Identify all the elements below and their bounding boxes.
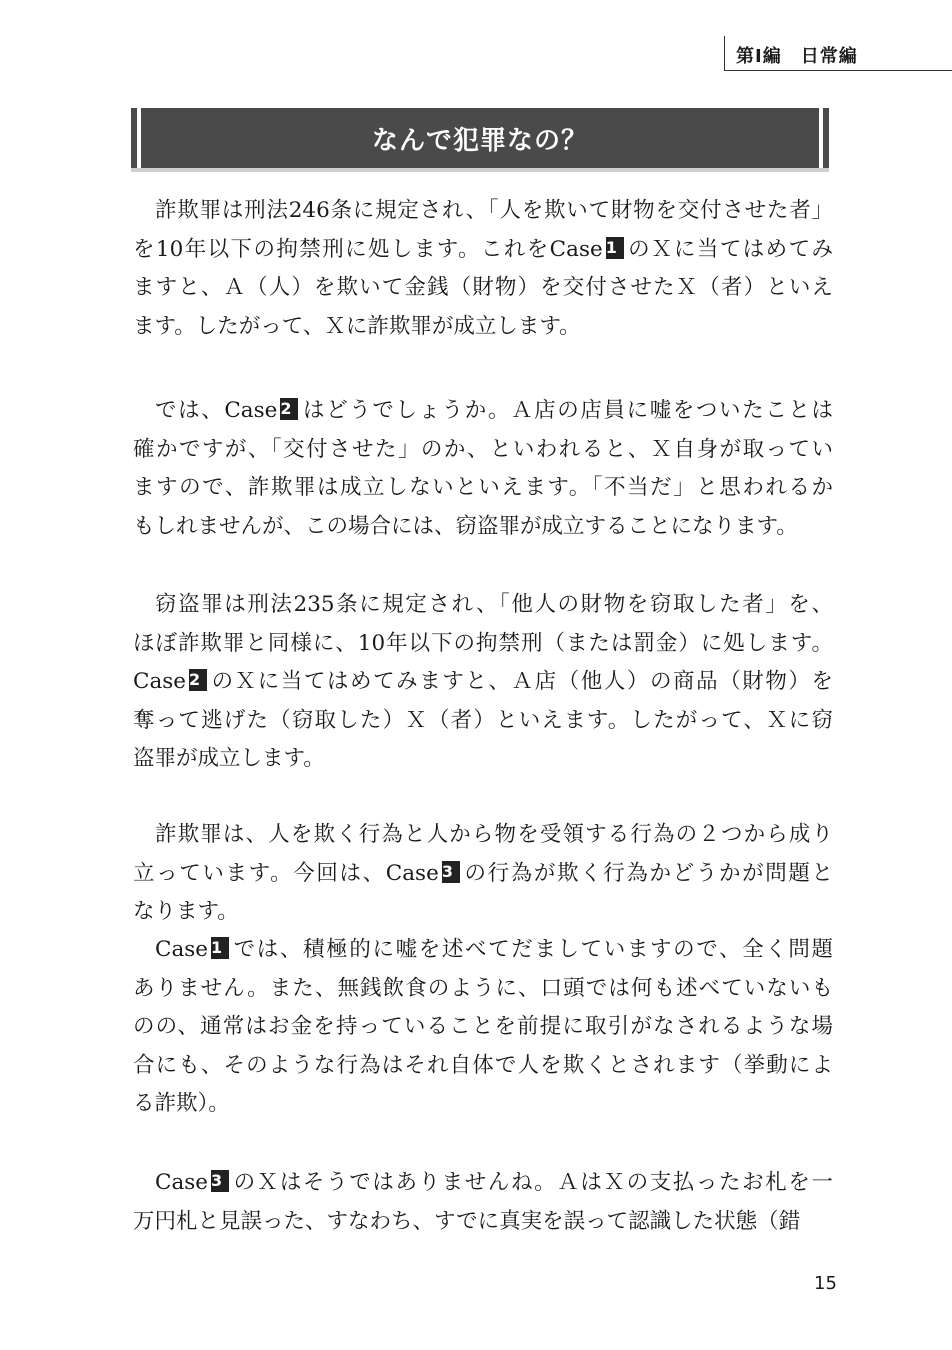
text-line <box>133 1047 833 1086</box>
paragraph-5 <box>133 931 833 1124</box>
text-segment: では、積極的に嘘を述べてだましていますので、全く問題 <box>232 937 833 962</box>
text-segment: ほぼ詐欺罪と同様に、10年以下の拘禁刑（または罰金）に処します。 <box>133 630 833 656</box>
text-segment: 詐欺罪は、人を欺く行為と人から物を受領する行為の２つから成り <box>155 822 833 847</box>
text-segment: の行為が欺く行為かどうかが問題と <box>462 860 833 886</box>
text-line <box>133 392 833 431</box>
page-number: 15 <box>814 1273 837 1294</box>
paragraph-6 <box>133 1164 833 1241</box>
text-segment: Case <box>155 937 209 962</box>
text-segment: を10年以下の拘禁刑に処します。これをCase <box>133 236 603 262</box>
text-segment: のＸに当てはめてみ <box>626 236 833 262</box>
text-line <box>133 855 833 894</box>
paragraph-3 <box>133 586 833 779</box>
text-segment: なります。 <box>133 899 239 924</box>
text-line <box>133 740 833 779</box>
case-number-badge: 1 <box>211 937 229 959</box>
section-heading-text: なんで犯罪なの？ <box>371 125 588 156</box>
text-line <box>133 1008 833 1047</box>
text-line <box>133 931 833 970</box>
running-head-divider <box>724 36 725 70</box>
text-line <box>133 970 833 1009</box>
text-line <box>133 816 833 855</box>
text-segment: ますと、Ａ（人）を欺いて金銭（財物）を交付させたＸ（者）といえ <box>133 275 833 300</box>
running-head <box>0 0 952 72</box>
paragraph-2 <box>133 392 833 546</box>
paragraph-1 <box>133 192 833 346</box>
text-line <box>133 192 833 231</box>
text-segment: る詐欺）。 <box>133 1091 230 1116</box>
text-line <box>133 893 833 932</box>
text-segment: Case <box>155 1170 209 1195</box>
text-segment: ます。したがって、Ｘに詐欺罪が成立します。 <box>133 313 581 339</box>
text-segment: 窃盗罪は刑法235条に規定され、「他人の財物を窃取した者」を、 <box>155 592 833 617</box>
text-segment: もしれませんが、この場合には、窃盗罪が成立することになります。 <box>133 513 798 539</box>
text-segment: 盗罪が成立します。 <box>133 746 325 771</box>
running-head-rule <box>724 70 952 71</box>
text-line <box>133 1164 833 1203</box>
text-segment: Case <box>133 669 187 694</box>
paragraph-4 <box>133 816 833 932</box>
case-number-badge: 2 <box>280 398 298 420</box>
text-line <box>133 625 833 664</box>
text-line <box>133 702 833 741</box>
section-heading <box>131 108 829 168</box>
text-segment: 詐欺罪は刑法246条に規定され、「人を欺いて財物を交付させた者」 <box>155 198 833 223</box>
text-segment: 合にも、そのような行為はそれ自体で人を欺くとされます（挙動によ <box>133 1052 833 1078</box>
text-line <box>133 469 833 508</box>
text-segment: のＸはそうではありませんね。ＡはＸの支払ったお札を一 <box>232 1170 833 1195</box>
case-number-badge: 3 <box>442 861 460 883</box>
case-number-badge: 3 <box>211 1170 229 1192</box>
running-head-text: 第Ⅰ編 日常編 <box>736 46 858 67</box>
case-number-badge: 1 <box>606 237 624 259</box>
text-segment: 確かですが、「交付させた」のか、といわれると、Ｘ自身が取ってい <box>133 436 833 462</box>
text-segment: ますので、詐欺罪は成立しないといえます。「不当だ」と思われるか <box>133 475 833 500</box>
text-line <box>133 1085 833 1124</box>
text-line <box>133 308 833 347</box>
text-line <box>133 431 833 470</box>
text-segment: はどうでしょうか。Ａ店の店員に嘘をついたことは <box>301 398 833 423</box>
text-segment: のの、通常はお金を持っていることを前提に取引がなされるような場 <box>133 1014 833 1039</box>
text-segment: 立っています。今回は、Case <box>133 860 439 886</box>
text-line <box>133 663 833 702</box>
text-segment: ありません。また、無銭飲食のように、口頭では何も述べていないも <box>133 975 833 1001</box>
text-line <box>133 1203 833 1242</box>
text-line <box>133 586 833 625</box>
text-segment: では、Case <box>155 398 278 423</box>
text-line <box>133 231 833 270</box>
text-segment: 奪って逃げた（窃取した）Ｘ（者）といえます。したがって、Ｘに窃 <box>133 707 833 733</box>
case-number-badge: 2 <box>189 669 207 691</box>
text-line <box>133 508 833 547</box>
text-line <box>133 269 833 308</box>
text-segment: 万円札と見誤った、すなわち、すでに真実を誤って認識した状態（錯 <box>133 1208 801 1234</box>
text-segment: のＸに当てはめてみますと、Ａ店（他人）の商品（財物）を <box>210 669 833 694</box>
